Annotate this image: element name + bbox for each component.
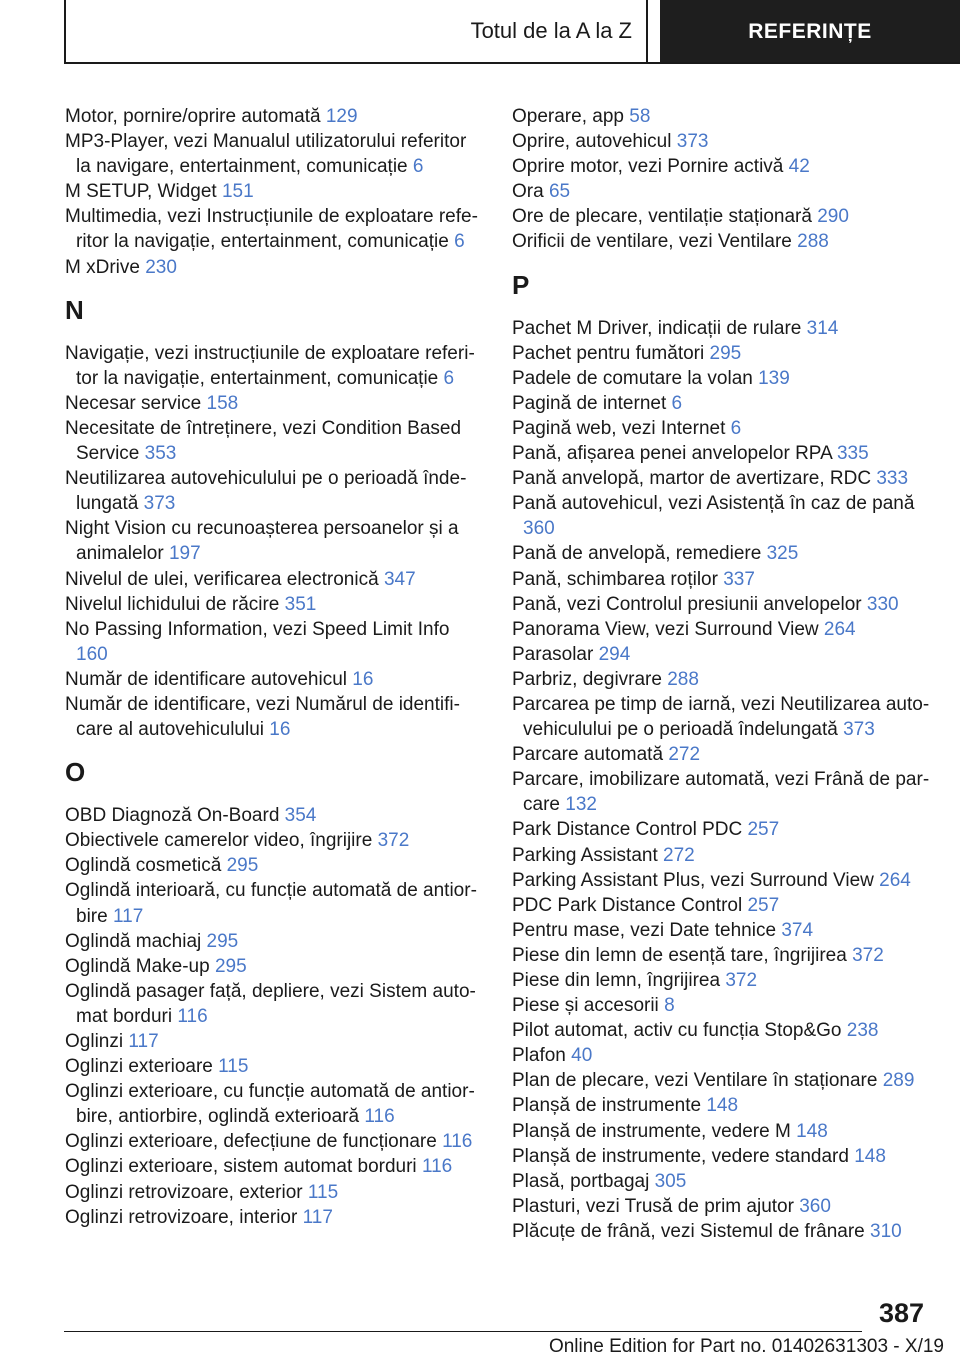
index-page-link[interactable]: 117	[112, 905, 144, 927]
index-entry-text: Pană, schimbarea roților	[512, 568, 718, 590]
index-entry	[65, 929, 483, 954]
index-entry-text: Nivelul lichidului de răcire	[65, 593, 280, 615]
index-page-link[interactable]: 373	[143, 493, 176, 515]
index-entry	[512, 1018, 932, 1043]
index-entry-text: Plăcuțe de frână, vezi Sistemul de frânare	[512, 1220, 865, 1242]
index-entry	[512, 843, 932, 868]
index-page-link[interactable]: 289	[882, 1070, 915, 1092]
index-page-link[interactable]: 360	[523, 518, 555, 540]
index-page-link[interactable]: 148	[796, 1120, 828, 1142]
index-page-link[interactable]: 305	[654, 1170, 687, 1192]
index-entry	[512, 767, 932, 817]
index-entry-text: Oglindă cosmetică	[65, 855, 222, 877]
index-letter-heading: N	[65, 294, 84, 325]
index-page-link[interactable]: 16	[269, 719, 291, 741]
index-page-link[interactable]: 347	[383, 568, 416, 590]
index-page-link[interactable]: 372	[725, 970, 758, 991]
index-entry	[65, 1029, 483, 1054]
index-entry-text: Pană de anvelopă, remediere	[512, 543, 762, 565]
index-page-link[interactable]: 373	[676, 131, 709, 153]
index-entry-text: Planșă de instrumente	[512, 1095, 702, 1117]
index-entry	[512, 341, 932, 366]
index-entry	[512, 466, 932, 491]
index-page-link[interactable]: 40	[571, 1045, 593, 1067]
index-entry-text: M xDrive	[65, 256, 140, 278]
index-page-link[interactable]: 160	[76, 643, 108, 665]
index-entry	[512, 592, 932, 617]
index-entry	[65, 692, 483, 742]
index-page-link[interactable]: 115	[307, 1181, 339, 1203]
index-page-link[interactable]: 6	[443, 367, 455, 389]
index-entry	[512, 416, 932, 441]
index-entry-text: Pană autovehicul, vezi Asistență în caz de pană	[512, 493, 915, 515]
index-entry	[512, 129, 932, 154]
index-entry	[65, 129, 483, 179]
index-entry-text: Oglinzi exterioare	[65, 1056, 213, 1078]
index-page-link[interactable]: 325	[766, 543, 799, 565]
index-entry-text: Oglindă Make-up	[65, 955, 210, 977]
index-entry	[512, 993, 932, 1018]
index-entry-text: Parbriz, degivrare	[512, 668, 662, 690]
index-entry	[65, 516, 483, 566]
index-entry	[65, 1180, 483, 1205]
index-entry-text: Număr de identificare autovehicul	[65, 668, 347, 690]
index-entry	[65, 255, 483, 280]
index-entry	[65, 341, 483, 391]
index-entry	[512, 491, 932, 541]
index-entry	[512, 1119, 932, 1144]
header-rule	[64, 62, 960, 64]
index-page-link[interactable]: 139	[758, 367, 790, 389]
index-page-link[interactable]: 116	[364, 1106, 395, 1128]
index-page-link[interactable]: 116	[442, 1131, 473, 1153]
index-letter-heading: P	[512, 269, 530, 300]
index-page-link[interactable]: 354	[284, 805, 317, 827]
index-page-link[interactable]: 129	[325, 106, 358, 127]
index-entry	[512, 391, 932, 416]
index-entry	[512, 1068, 932, 1093]
index-entry-text: Plasă, portbagaj	[512, 1170, 650, 1192]
index-entry	[512, 868, 932, 893]
index-entry	[65, 391, 483, 416]
index-entry	[512, 817, 932, 842]
index-entry	[65, 1129, 483, 1154]
index-entry	[512, 918, 932, 943]
index-page-link[interactable]: 116	[421, 1156, 453, 1178]
index-page-link[interactable]: 58	[629, 106, 651, 127]
index-page-link[interactable]: 295	[226, 855, 259, 877]
index-entry-text: Necesar service	[65, 392, 202, 414]
index-entry-text: Pagină de internet	[512, 392, 667, 414]
index-page-link[interactable]: 353	[144, 443, 177, 465]
index-page-link[interactable]: 295	[206, 930, 239, 952]
index-page-link[interactable]: 264	[879, 869, 911, 891]
index-entry	[65, 592, 483, 617]
index-entry-text: Piese din lemn, îngrijirea	[512, 970, 721, 991]
index-entry	[512, 1194, 932, 1219]
index-entry-text: OBD Diagnoză On-Board	[65, 805, 280, 827]
index-entry-text: Park Distance Control PDC	[512, 819, 743, 841]
index-page-link[interactable]: 295	[214, 955, 247, 977]
index-entry-text: Ora	[512, 181, 544, 203]
index-entry-text: Oglinzi exterioare, defecțiune de funcționare	[65, 1131, 437, 1153]
index-entry-text: Pană, afișarea penei anvelopelor RPA	[512, 443, 832, 465]
index-entry-text: Oglindă pasager față, depliere, vezi Sistem automat borduri	[65, 980, 476, 1027]
index-entry	[512, 567, 932, 592]
header-title: Totul de la A la Z	[66, 0, 648, 62]
index-page-link[interactable]: 151	[221, 181, 254, 203]
index-entry-text: Multimedia, vezi Instrucțiunile de exploatare referitor la navigație, entertainment, comunicație	[65, 206, 478, 253]
index-entry	[65, 667, 483, 692]
index-page-link[interactable]: 294	[598, 643, 631, 665]
index-page-link[interactable]: 6	[730, 417, 742, 439]
index-page-link[interactable]: 197	[168, 543, 201, 565]
index-page-link[interactable]: 42	[788, 156, 810, 178]
index-page-link[interactable]: 272	[663, 844, 695, 866]
index-entry-text: Panorama View, vezi Surround View	[512, 618, 819, 640]
index-entry-text: Motor, pornire/oprire automată	[65, 106, 321, 127]
index-entry	[512, 642, 932, 667]
index-entry-text: Oprire, autovehicul	[512, 131, 672, 153]
index-entry	[65, 803, 483, 828]
index-entry	[512, 667, 932, 692]
index-entry-text: Plafon	[512, 1045, 566, 1067]
index-entry-text: Oglinzi retrovizoare, interior	[65, 1206, 298, 1228]
index-entry-text: Parcare, imobilizare automată, vezi Frână de parcare	[512, 769, 930, 816]
index-entry-text: Pachet M Driver, indicații de rulare	[512, 317, 802, 339]
index-entry-text: Oglinzi exterioare, sistem automat borduri	[65, 1156, 417, 1178]
index-entry	[65, 416, 483, 466]
index-entry	[512, 742, 932, 767]
index-entry	[512, 316, 932, 341]
index-entry-text: Parking Assistant	[512, 844, 658, 866]
index-entry	[65, 104, 483, 129]
index-entry	[65, 1205, 483, 1230]
index-entry	[512, 617, 932, 642]
index-page-link[interactable]: 295	[709, 342, 742, 364]
index-column-right	[512, 104, 932, 1244]
index-entry	[512, 1219, 932, 1244]
index-entry	[512, 1093, 932, 1118]
index-page-link[interactable]: 360	[799, 1195, 831, 1217]
index-page-link[interactable]: 310	[870, 1220, 902, 1242]
index-page-link[interactable]: 333	[876, 468, 909, 490]
index-entry-text: Plan de plecare, vezi Ventilare în staționare	[512, 1070, 878, 1092]
index-page-link[interactable]: 148	[706, 1095, 739, 1117]
index-entry-text: Pană, vezi Controlul presiunii anvelopelor	[512, 593, 862, 615]
index-entry-text: MP3-Player, vezi Manualul utilizatorului referitor la navigare, entertainment, comunicație	[65, 131, 467, 178]
index-page-link[interactable]: 116	[177, 1005, 208, 1027]
index-letter-heading: O	[65, 757, 86, 788]
index-entry-text: Nivelul de ulei, verificarea electronică	[65, 568, 379, 590]
index-page-link[interactable]: 6	[454, 231, 465, 253]
index-page-link[interactable]: 158	[206, 392, 239, 414]
index-page-link[interactable]: 374	[781, 919, 814, 941]
index-entry-text: Oglindă machiaj	[65, 930, 202, 952]
index-entry	[512, 179, 932, 204]
index-entry	[65, 466, 483, 516]
index-entry	[65, 853, 483, 878]
index-entry-text: Planșă de instrumente, vedere standard	[512, 1145, 849, 1167]
index-entry-text: Planșă de instrumente, vedere M	[512, 1120, 791, 1142]
index-entry-text: Navigație, vezi instrucțiunile de exploatare referitor la navigație, entertainment, comunicație	[65, 342, 475, 389]
index-page-link[interactable]: 132	[565, 794, 597, 816]
index-page-link[interactable]: 16	[352, 668, 374, 690]
index-entry-text: Piese și accesorii	[512, 995, 659, 1017]
index-page-link[interactable]: 290	[817, 206, 849, 228]
index-entry-text: M SETUP, Widget	[65, 181, 217, 203]
index-page-link[interactable]: 337	[723, 568, 755, 590]
index-entry-text: Oglindă interioară, cu funcție automată de antiorbire	[65, 880, 477, 927]
index-entry-text: Pagină web, vezi Internet	[512, 417, 726, 439]
index-page-link[interactable]: 117	[302, 1206, 333, 1228]
index-entry-text: Pilot automat, activ cu funcția Stop&Go	[512, 1020, 842, 1042]
index-entry	[65, 878, 483, 928]
index-entry-text: PDC Park Distance Control	[512, 894, 743, 916]
index-page-link[interactable]: 288	[667, 668, 699, 690]
index-entry	[512, 1169, 932, 1194]
index-page-link[interactable]: 373	[843, 719, 875, 741]
index-page-link[interactable]: 372	[377, 830, 410, 852]
index-entry	[65, 979, 483, 1029]
index-entry-text: Pană anvelopă, martor de avertizare, RDC	[512, 468, 872, 490]
index-entry	[65, 567, 483, 592]
index-entry-text: Parcarea pe timp de iarnă, vezi Neutilizarea autovehiculului pe o perioadă îndelungată	[512, 693, 930, 741]
index-entry-text: Oglinzi exterioare, cu funcție automată de antiorbire, antiorbire, oglindă exterioară	[65, 1081, 475, 1128]
index-entry-text: Oglinzi retrovizoare, exterior	[65, 1181, 303, 1203]
index-entry-text: Piese din lemn de esență tare, îngrijirea	[512, 944, 847, 966]
index-entry-text: Oprire motor, vezi Pornire activă	[512, 156, 784, 178]
index-page-link[interactable]: 288	[797, 231, 829, 253]
index-entry-text: Parking Assistant Plus, vezi Surround View	[512, 869, 874, 891]
index-page-link[interactable]: 148	[854, 1145, 886, 1167]
index-entry-text: Padele de comutare la volan	[512, 367, 753, 389]
index-entry	[512, 366, 932, 391]
index-entry-text: Plasturi, vezi Trusă de prim ajutor	[512, 1195, 794, 1217]
index-entry	[512, 104, 932, 129]
index-entry-text: No Passing Information, vezi Speed Limit Info	[65, 618, 450, 640]
index-page-link[interactable]: 257	[747, 894, 780, 916]
index-entry	[512, 541, 932, 566]
index-page-link[interactable]: 272	[668, 744, 701, 766]
index-page-link[interactable]: 257	[747, 819, 780, 841]
page-number: 387	[878, 1298, 924, 1328]
index-entry	[65, 1154, 483, 1179]
index-entry-text: Operare, app	[512, 106, 624, 127]
index-column-left	[65, 104, 483, 1230]
index-page-link[interactable]: 117	[128, 1031, 159, 1052]
index-page-link[interactable]: 115	[218, 1056, 249, 1078]
index-page-link[interactable]: 6	[412, 156, 424, 178]
index-entry	[512, 154, 932, 179]
index-entry-text: Pachet pentru fumători	[512, 342, 705, 364]
index-entry	[65, 1079, 483, 1129]
index-entry	[65, 828, 483, 853]
index-entry-text: Număr de identificare, vezi Numărul de identificare al autovehiculului	[65, 693, 460, 741]
index-entry	[65, 1054, 483, 1079]
index-page-link[interactable]: 8	[664, 995, 675, 1017]
index-entry	[512, 692, 932, 742]
index-entry-text: Obiectivele camerelor video, îngrijire	[65, 830, 373, 852]
index-page-link[interactable]: 230	[145, 256, 177, 278]
index-entry	[512, 229, 932, 254]
index-entry	[512, 204, 932, 229]
index-page-link[interactable]: 330	[866, 593, 899, 615]
footer-edition: Online Edition for Part no. 01402631303 - X/19	[548, 1336, 944, 1357]
index-entry	[65, 617, 483, 667]
index-entry-text: Pentru mase, vezi Date tehnice	[512, 919, 777, 941]
index-entry	[65, 204, 483, 254]
index-entry-text: Necesitate de întreținere, vezi Condition Based Service	[65, 417, 462, 465]
index-page-link[interactable]: 314	[806, 317, 839, 339]
index-entry-text: Neutilizarea autovehiculului pe o perioadă îndelungată	[65, 468, 467, 515]
index-entry-text: Oglinzi	[65, 1031, 124, 1052]
index-entry	[65, 179, 483, 204]
index-entry-text: Parasolar	[512, 643, 594, 665]
index-entry	[512, 893, 932, 918]
index-entry	[512, 1144, 932, 1169]
index-entry-text: Orificii de ventilare, vezi Ventilare	[512, 231, 792, 253]
index-entry	[512, 943, 932, 968]
footer-rule	[64, 1331, 862, 1332]
index-page-link[interactable]: 6	[671, 392, 683, 414]
index-page-link[interactable]: 65	[548, 181, 571, 203]
index-page-link[interactable]: 335	[836, 443, 869, 465]
index-entry	[512, 1043, 932, 1068]
index-entry	[512, 968, 932, 993]
index-entry	[512, 441, 932, 466]
index-entry-text: Ore de plecare, ventilație staționară	[512, 206, 812, 228]
index-page-link[interactable]: 238	[846, 1020, 879, 1042]
header-section-tab: REFERINȚE	[660, 0, 960, 64]
index-page-link[interactable]: 264	[823, 618, 856, 640]
index-entry	[65, 954, 483, 979]
index-page-link[interactable]: 351	[284, 593, 317, 615]
index-entry-text: Parcare automată	[512, 744, 664, 766]
index-entry-text: Night Vision cu recunoașterea persoanelor și a animalelor	[65, 518, 459, 565]
index-page-link[interactable]: 372	[852, 944, 884, 966]
